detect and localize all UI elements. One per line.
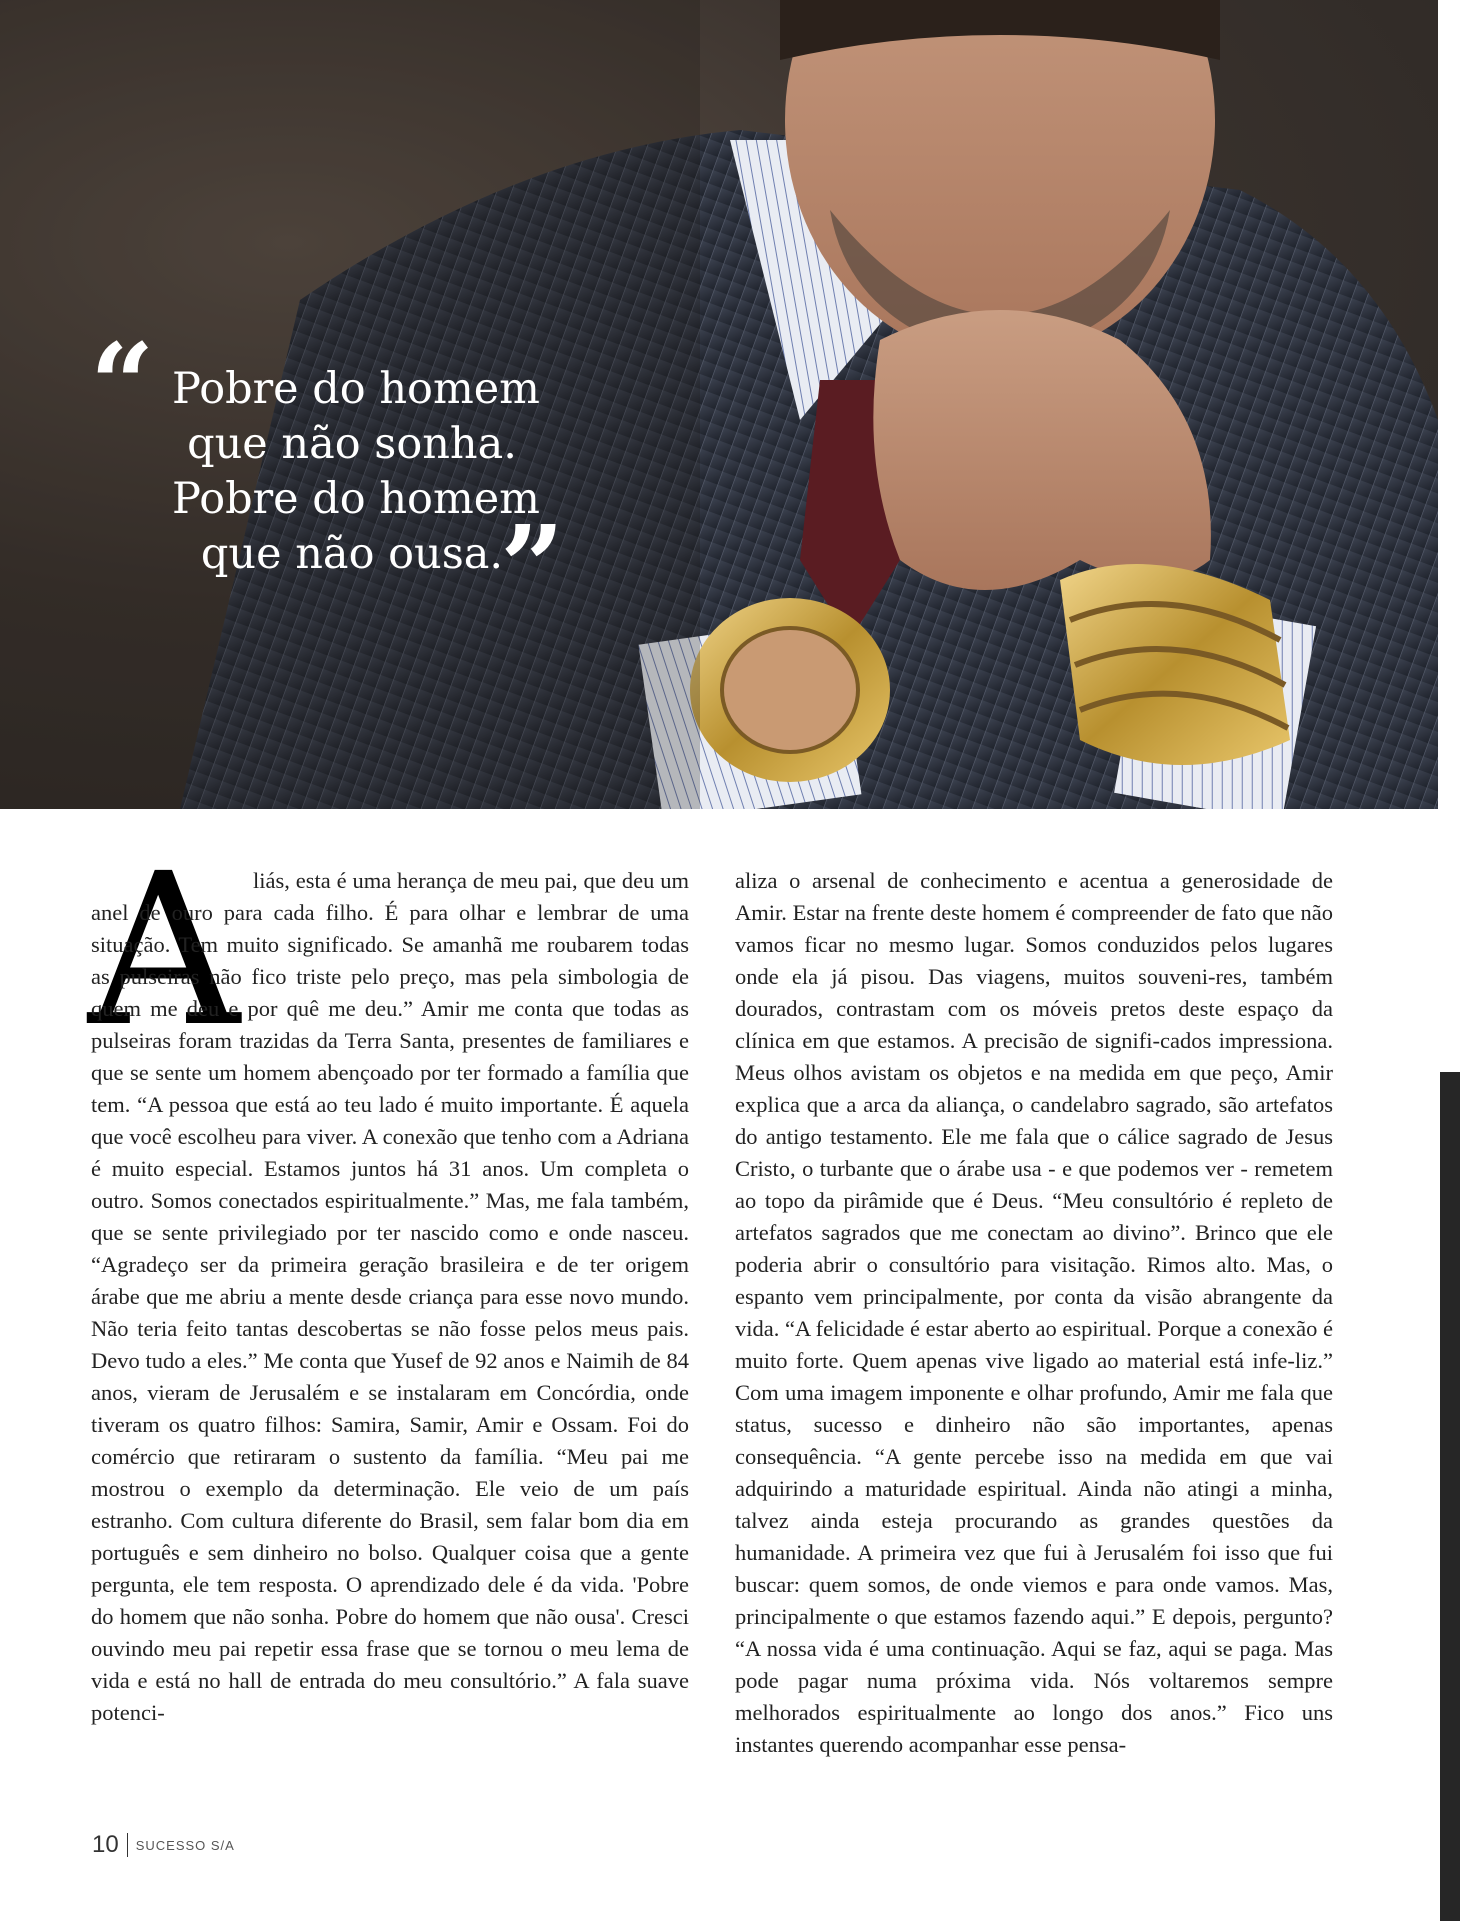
pull-quote-line: Pobre do homem [172, 364, 540, 414]
article-column-left [91, 865, 689, 1729]
footer-divider [127, 1833, 128, 1857]
pull-quote-line: que não sonha. [187, 419, 517, 469]
pull-quote-line: que não ousa. [200, 529, 504, 579]
open-quote-mark: “ [90, 320, 149, 451]
pull-quote-line: Pobre do homem [172, 474, 540, 524]
magazine-name: SUCESSO S/A [135, 1837, 235, 1853]
watch-face [722, 628, 858, 752]
pull-quote-text [172, 362, 540, 582]
article-text: aliza o arsenal de conhecimento e acentua a generosidade de Amir. Estar na frente deste homem é compreender de fato que não vamos ficar no mesmo lugar. Somos conduzidos pelos lugares onde ela já pisou. Das viagens, muitos souveni-res, também dourados, contrastam com os móveis pretos deste espaço da clínica em que estamos. A precisão de signifi-cados impressiona. Meus olhos avistam os objetos e na medida em que peço, Amir explica que a arca da aliança, o candelabro sagrado, são artefatos do antigo testamento. Ele me fala que o cálice sagrado de Jesus Cristo, o turbante que o árabe usa - e que podemos ver - remetem ao topo da pirâmide que é Deus. “Meu consultório é repleto de artefatos sagrados que me conectam ao divino”. Brinco que ele poderia abrir o consultório para visitação. Rimos alto. Mas, o espanto vem principalmente, por conta da visão abrangente da vida. “A felicidade é estar aberto ao espiritual. Porque a conexão é muito forte. Quem apenas vive ligado ao material está infe-liz.” Com uma imagem imponente e olhar profundo, Amir me fala que status, sucesso e dinheiro não são importantes, apenas consequência. “A gente percebe isso na medida em que vai adquirindo a maturidade espiritual. Ainda não atingi a minha, talvez ainda esteja procurando as grandes questões da humanidade. A primeira vez que fui à Jerusalém foi isso que fui buscar: quem somos, de onde viemos e para onde vamos. Mas, principalmente o que estamos fazendo aqui.” E depois, pergunto? “A nossa vida é uma continuação. Aqui se faz, aqui se paga. Mas pode pagar numa próxima vida. Nós voltaremos sempre melhorados espiritualmente ao longo dos anos.” Fico uns instantes querendo acompanhar esse pensa- [735, 868, 1333, 1757]
bracelets [1060, 564, 1290, 765]
close-quote-mark: ” [500, 502, 559, 633]
drop-cap: A [88, 828, 240, 1073]
edge-tab [1440, 1072, 1460, 1921]
page-number: 10 [92, 1831, 119, 1858]
article-column-right [735, 865, 1333, 1761]
article-text: liás, esta é uma herança de meu pai, que deu um anel de ouro para cada filho. É para olhar e lembrar de uma situação. Tem muito significado. Se amanhã me roubarem todas as pulseiras não fico triste pelo preço, mas pela simbologia de quem me deu e por quê me deu.” Amir me conta que todas as pulseiras foram trazidas da Terra Santa, presentes de familiares e que se sente um homem abençoado por ter formado a família que tem. “A pessoa que está ao teu lado é muito importante. É aquela que você escolheu para viver. A conexão que tenho com a Adriana é muito especial. Estamos juntos há 31 anos. Um completa o outro. Somos conectados espiritualmente.” Mas, me fala também, que se sente privilegiado por ter nascido como e onde nasceu. “Agradeço ser da primeira geração brasileira e de ter origem árabe que me abriu a mente desde criança para esse novo mundo. Não teria feito tantas descobertas se não fosse pelos meus pais. Devo tudo a eles.” Me conta que Yusef de 92 anos e Naimih de 84 anos, vieram de Jerusalém e se instalaram em Concórdia, onde tiveram os quatro filhos: Samira, Samir, Amir e Ossam. Foi do comércio que retiraram o sustento da família. “Meu pai me mostrou o exemplo da determinação. Ele veio de um país estranho. Com cultura diferente do Brasil, sem falar bom dia em português e sem dinheiro no bolso. Qualquer coisa que a gente pergunta, ele tem resposta. O aprendizado dele é da vida. 'Pobre do homem que não sonha. Pobre do homem que não ousa'. Cresci ouvindo meu pai repetir essa frase que se tornou o meu lema de vida e está no hall de entrada do meu consultório.” A fala suave potenci- [91, 868, 689, 1725]
portrait-photo [0, 0, 1438, 809]
page-footer [92, 1830, 235, 1860]
pull-quote [90, 320, 610, 633]
